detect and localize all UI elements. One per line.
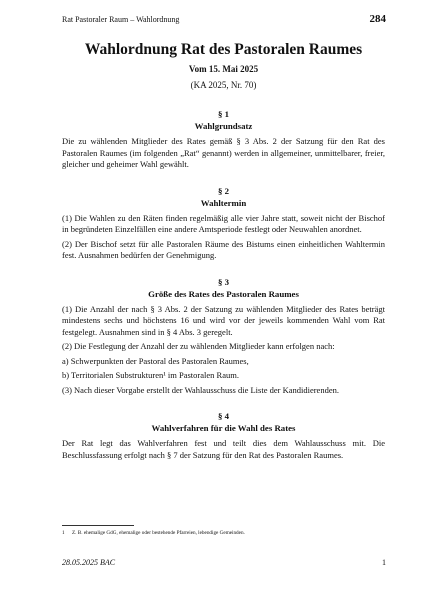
footnote bbox=[62, 530, 385, 537]
footnote-text: Z. B. ehemalige GdG, ehemalige oder bestehende Pfarreien, lebendige Gemeinden. bbox=[72, 530, 245, 536]
header-page-number: 284 bbox=[369, 13, 386, 25]
document-date: Vom 15. Mai 2025 bbox=[188, 64, 259, 74]
section-paragraph: Die zu wählenden Mitglieder des Rates gemäß § 3 Abs. 2 der Satzung für den Rat des Pastoralen Raumes (im folgenden „Rat“ genannt) werden in allgemeiner, unmittelbarer, freier, gleicher und geheimer Wahl gewählt. bbox=[62, 136, 385, 169]
section-paragraph: (2) Der Bischof setzt für alle Pastoralen Räume des Bistums einen einheitlichen Wahltermin fest. Ausnahmen bedürfen der Genehmigung. bbox=[62, 238, 385, 260]
section-1 bbox=[62, 108, 385, 171]
section-title: Größe des Rates des Pastoralen Raumes bbox=[148, 288, 299, 299]
list-item: b) Territorialen Substrukturen¹ im Pastoralen Raum. bbox=[62, 370, 239, 380]
section-title: Wahltermin bbox=[200, 197, 247, 208]
section-number: § 3 bbox=[218, 276, 229, 287]
section-paragraph: (3) Nach dieser Vorgabe erstellt der Wahlausschuss die Liste der Kandidierenden. bbox=[62, 384, 339, 395]
section-number: § 1 bbox=[218, 109, 229, 119]
footnote-divider bbox=[62, 525, 134, 526]
footer-date: 28.05.2025 BAC bbox=[62, 558, 116, 567]
section-paragraph: (1) Die Anzahl der nach § 3 Abs. 2 der Satzung zu wählenden Mitglieder des Rates beträgt mindestens sechs und höchstens 16 und wird vor der jeweils kommenden Wahl vom Rat festgelegt. Ausnahmen sind in § 4 Abs. 3 geregelt. bbox=[62, 303, 385, 337]
running-header bbox=[62, 13, 386, 27]
section-title: Wahlverfahren für die Wahl des Rates bbox=[151, 423, 296, 433]
section-3 bbox=[62, 276, 385, 397]
header-title: Rat Pastoraler Raum – Wahlordnung bbox=[62, 15, 180, 24]
list-item: a) Schwerpunkten der Pastoral des Pastoralen Raumes, bbox=[62, 355, 249, 366]
document-reference: (KA 2025, Nr. 70) bbox=[190, 80, 257, 90]
document-body bbox=[62, 40, 385, 461]
footer-page-number: 1 bbox=[382, 558, 386, 567]
section-4 bbox=[62, 410, 385, 461]
section-number: § 2 bbox=[218, 185, 229, 196]
section-number: § 4 bbox=[218, 411, 229, 421]
section-title: Wahlgrundsatz bbox=[194, 121, 253, 131]
section-paragraph: (1) Die Wahlen zu den Räten finden regelmäßig alle vier Jahre statt, soweit nicht der Bischof in begründeten Einzelfällen eine andere Amtsperiode festlegt oder Neuwahlen anordnet. bbox=[62, 212, 385, 234]
document-title: Wahlordnung Rat des Pastoralen Raumes bbox=[84, 41, 363, 58]
section-paragraph: Der Rat legt das Wahlverfahren fest und teilt dies dem Wahlausschuss mit. Die Beschlussfassung erfolgt nach § 7 der Satzung für den Rat des Pastoralen Raumes. bbox=[62, 438, 385, 460]
section-2 bbox=[62, 185, 385, 262]
section-paragraph: (2) Die Festlegung der Anzahl der zu wählenden Mitglieder kann erfolgen nach: bbox=[62, 341, 335, 351]
footnote-number: 1 bbox=[62, 530, 65, 536]
